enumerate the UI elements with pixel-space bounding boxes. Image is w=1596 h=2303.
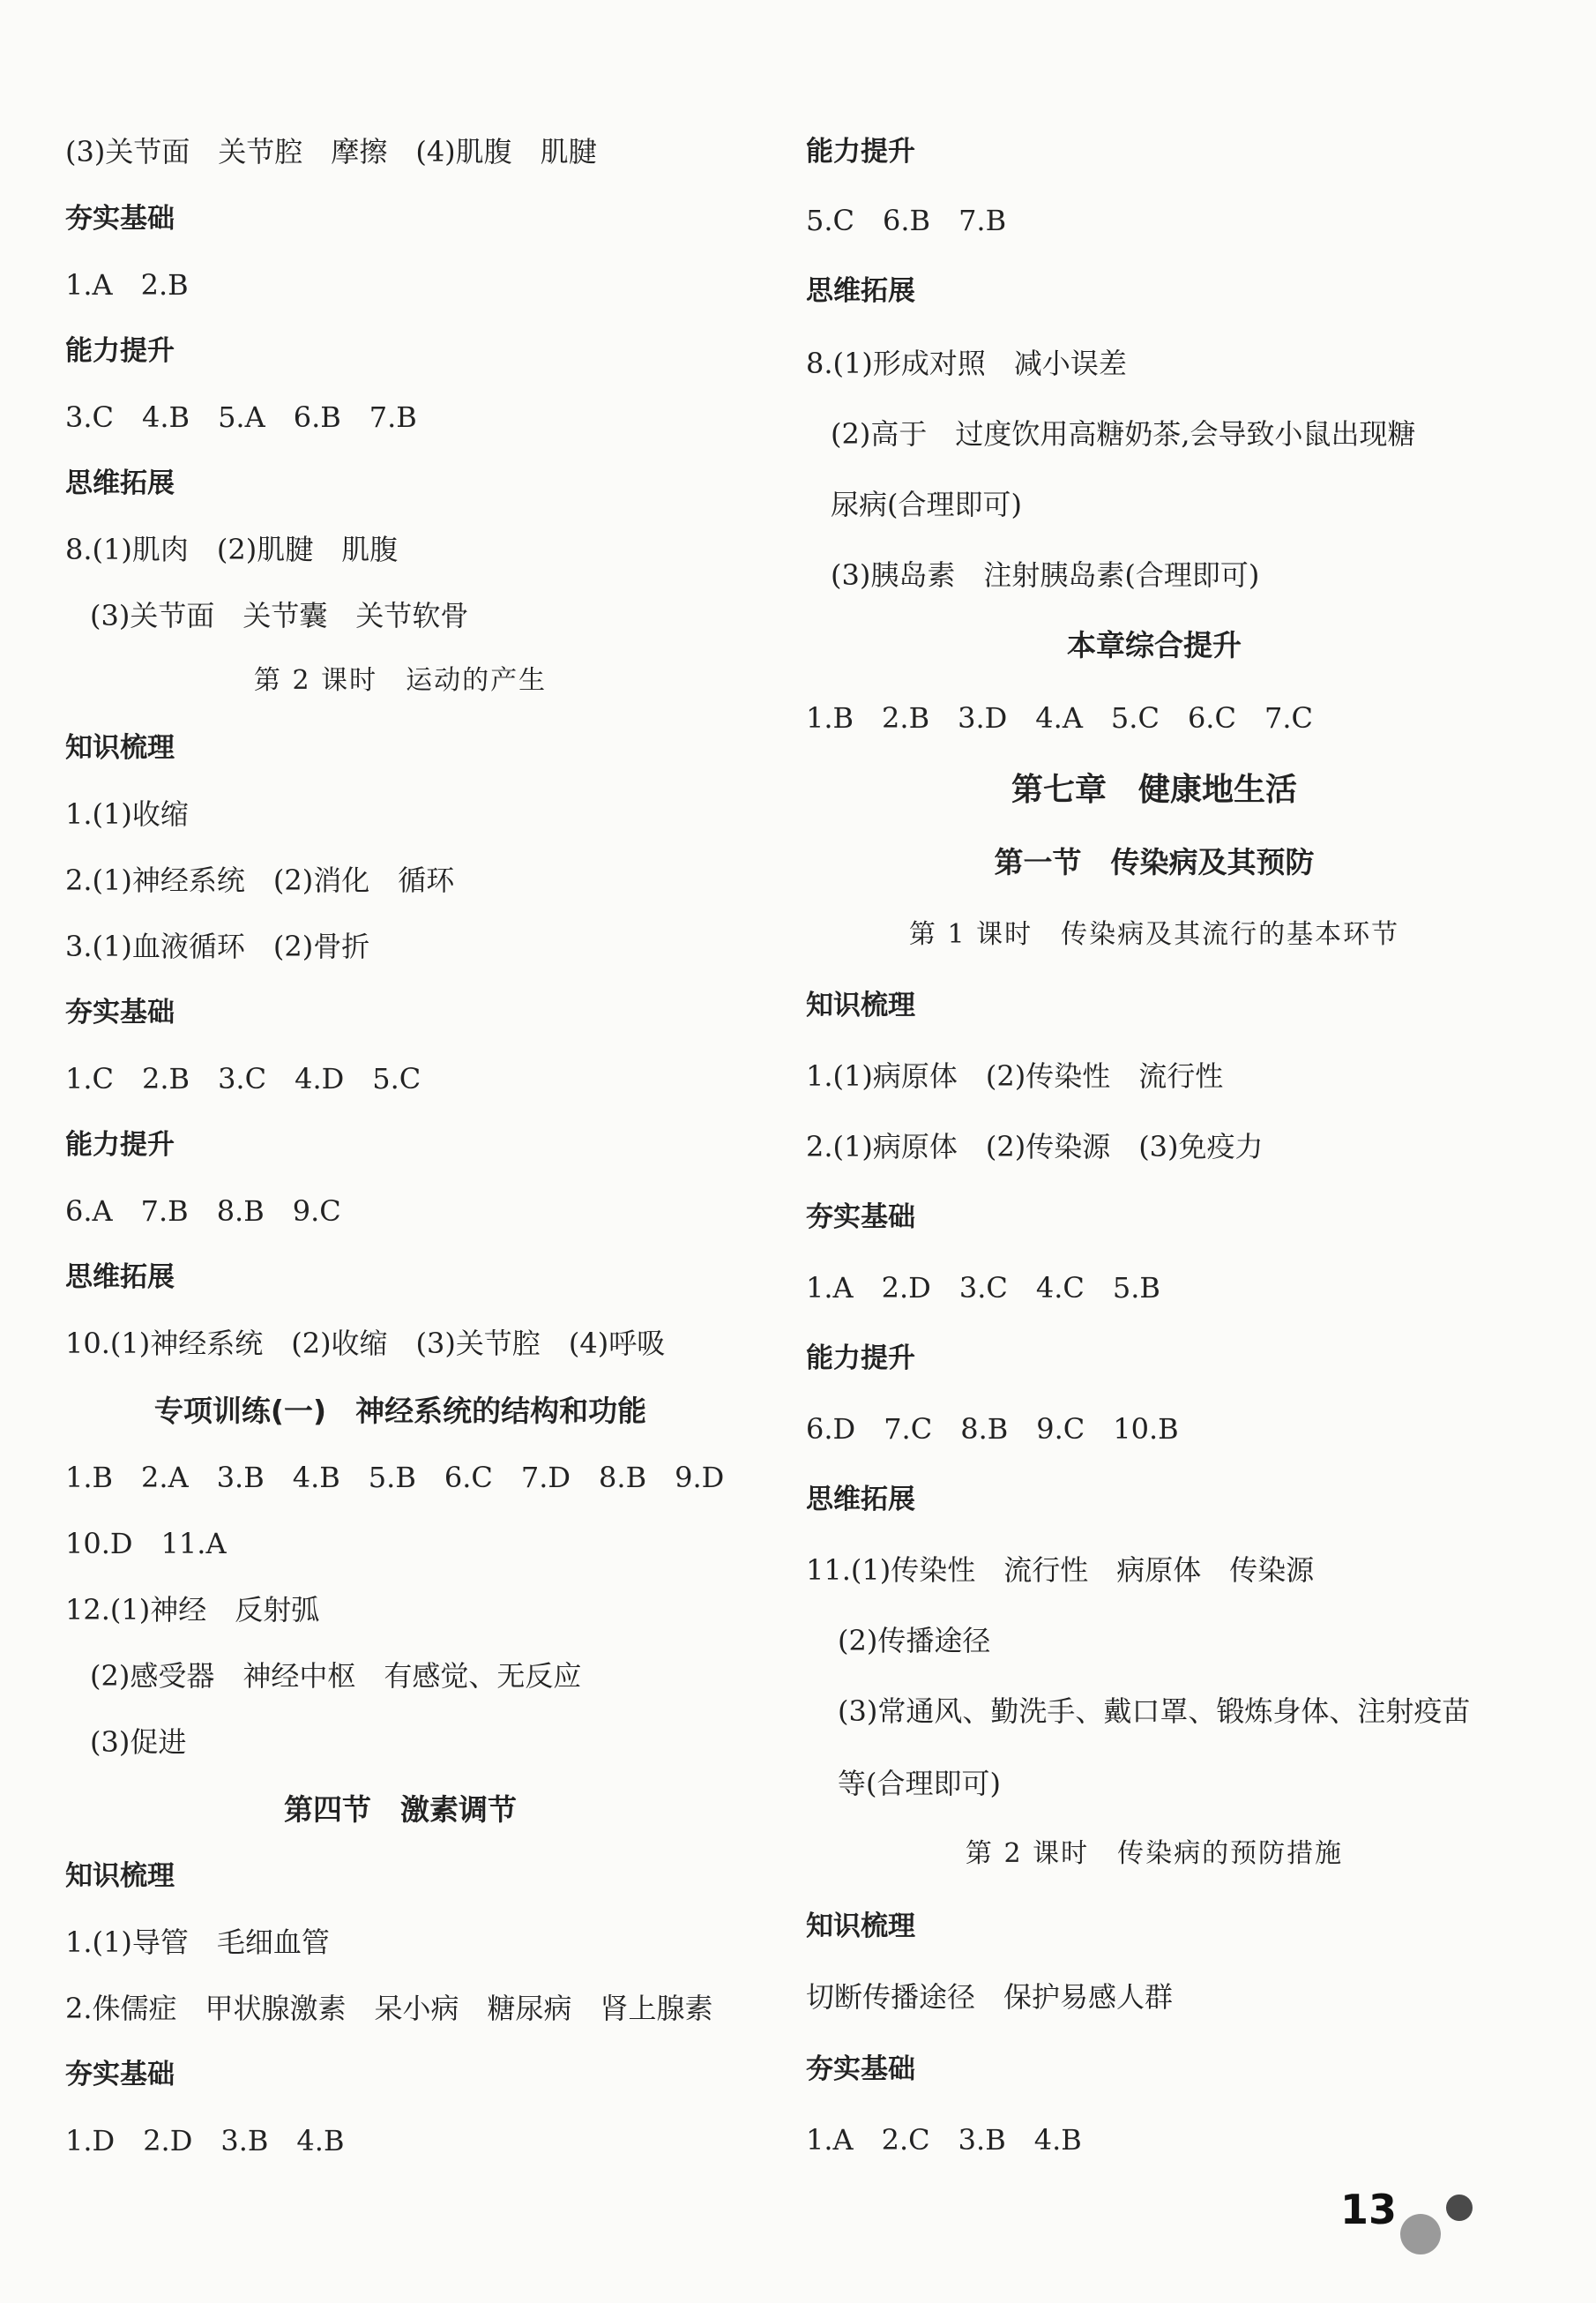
- answer-line: 2.(1)神经系统 (2)消化 循环: [65, 864, 455, 897]
- answer-line: 1.(1)病原体 (2)传染性 流行性: [806, 1059, 1224, 1093]
- page-number: 13: [1340, 2186, 1398, 2233]
- answer-line: 切断传播途径 保护易感人群: [806, 1980, 1174, 2014]
- section-heading: 能力提升: [65, 1129, 175, 1161]
- answer-line: 5.C 6.B 7.B: [806, 204, 1007, 237]
- section-heading: 夯实基础: [806, 1201, 915, 1233]
- answer-line: (2)高于 过度饮用高糖奶茶,会导致小鼠出现糖: [831, 417, 1416, 451]
- answer-line: (2)感受器 神经中枢 有感觉、无反应: [90, 1659, 582, 1693]
- section-title: 本章综合提升: [1067, 628, 1242, 662]
- section-heading: 思维拓展: [806, 1484, 915, 1515]
- section-heading: 能力提升: [806, 1342, 915, 1374]
- answer-line: 3.C 4.B 5.A 6.B 7.B: [65, 400, 417, 434]
- answer-line: 6.A 7.B 8.B 9.C: [65, 1194, 341, 1228]
- answer-line: 2.侏儒症 甲状腺激素 呆小病 糖尿病 肾上腺素: [65, 1992, 713, 2025]
- section-heading: 能力提升: [806, 136, 915, 168]
- answer-line: 等(合理即可): [838, 1767, 1001, 1800]
- section-heading: 知识梳理: [65, 1860, 175, 1892]
- lesson-subtitle: 第 2 课时 运动的产生: [253, 665, 548, 696]
- answer-line: (3)促进: [90, 1725, 187, 1759]
- section-heading: 知识梳理: [806, 990, 915, 1021]
- answer-line: (3)关节面 关节囊 关节软骨: [90, 599, 469, 632]
- lesson-subtitle: 第 2 课时 传染病的预防措施: [965, 1838, 1344, 1869]
- answer-line: 1.B 2.B 3.D 4.A 5.C 6.C 7.C: [806, 701, 1313, 735]
- section-heading: 夯实基础: [806, 2053, 915, 2085]
- section-title: 第一节 传染病及其预防: [994, 845, 1315, 879]
- answer-line: (3)常通风、勤洗手、戴口罩、锻炼身体、注射疫苗: [838, 1694, 1471, 1728]
- answer-line: 1.B 2.A 3.B 4.B 5.B 6.C 7.D 8.B 9.D: [65, 1461, 725, 1494]
- section-heading: 夯实基础: [65, 997, 175, 1028]
- decorative-dot-light: [1400, 2214, 1441, 2254]
- answer-line: 10.(1)神经系统 (2)收缩 (3)关节腔 (4)呼吸: [65, 1327, 666, 1360]
- section-heading: 思维拓展: [65, 1261, 175, 1293]
- answer-line: 8.(1)形成对照 减小误差: [806, 347, 1127, 380]
- section-heading: 夯实基础: [65, 203, 175, 235]
- answer-line: (3)胰岛素 注射胰岛素(合理即可): [831, 558, 1260, 592]
- decorative-dot-dark: [1446, 2195, 1473, 2221]
- chapter-title: 第七章 健康地生活: [1011, 772, 1297, 808]
- answer-line: 10.D 11.A: [65, 1527, 227, 1560]
- section-title: 专项训练(一) 神经系统的结构和功能: [153, 1394, 647, 1428]
- section-heading: 夯实基础: [65, 2059, 175, 2090]
- lesson-subtitle: 第 1 课时 传染病及其流行的基本环节: [908, 919, 1400, 950]
- answer-line: 3.(1)血液循环 (2)骨折: [65, 930, 370, 963]
- answer-line: (3)关节面 关节腔 摩擦 (4)肌腹 肌腱: [65, 135, 597, 168]
- answer-line: 8.(1)肌肉 (2)肌腱 肌腹: [65, 533, 399, 566]
- section-heading: 思维拓展: [65, 467, 175, 499]
- answer-line: 尿病(合理即可): [831, 488, 1022, 521]
- section-heading: 能力提升: [65, 335, 175, 367]
- answer-line: (2)传播途径: [838, 1624, 991, 1657]
- answer-line: 1.A 2.D 3.C 4.C 5.B: [806, 1271, 1160, 1305]
- section-heading: 知识梳理: [806, 1910, 915, 1942]
- section-heading: 知识梳理: [65, 732, 175, 764]
- section-heading: 思维拓展: [806, 275, 915, 307]
- answer-line: 1.A 2.C 3.B 4.B: [806, 2123, 1082, 2157]
- answer-line: 6.D 7.C 8.B 9.C 10.B: [806, 1412, 1179, 1446]
- answer-line: 12.(1)神经 反射弧: [65, 1593, 320, 1626]
- section-title: 第四节 激素调节: [284, 1792, 517, 1827]
- answer-line: 1.(1)收缩: [65, 797, 189, 831]
- answer-line: 1.A 2.B: [65, 268, 189, 302]
- answer-line: 1.C 2.B 3.C 4.D 5.C: [65, 1062, 421, 1095]
- answer-line: 1.D 2.D 3.B 4.B: [65, 2124, 345, 2157]
- answer-line: 1.(1)导管 毛细血管: [65, 1925, 330, 1959]
- answer-line: 11.(1)传染性 流行性 病原体 传染源: [806, 1553, 1315, 1587]
- answer-line: 2.(1)病原体 (2)传染源 (3)免疫力: [806, 1130, 1264, 1163]
